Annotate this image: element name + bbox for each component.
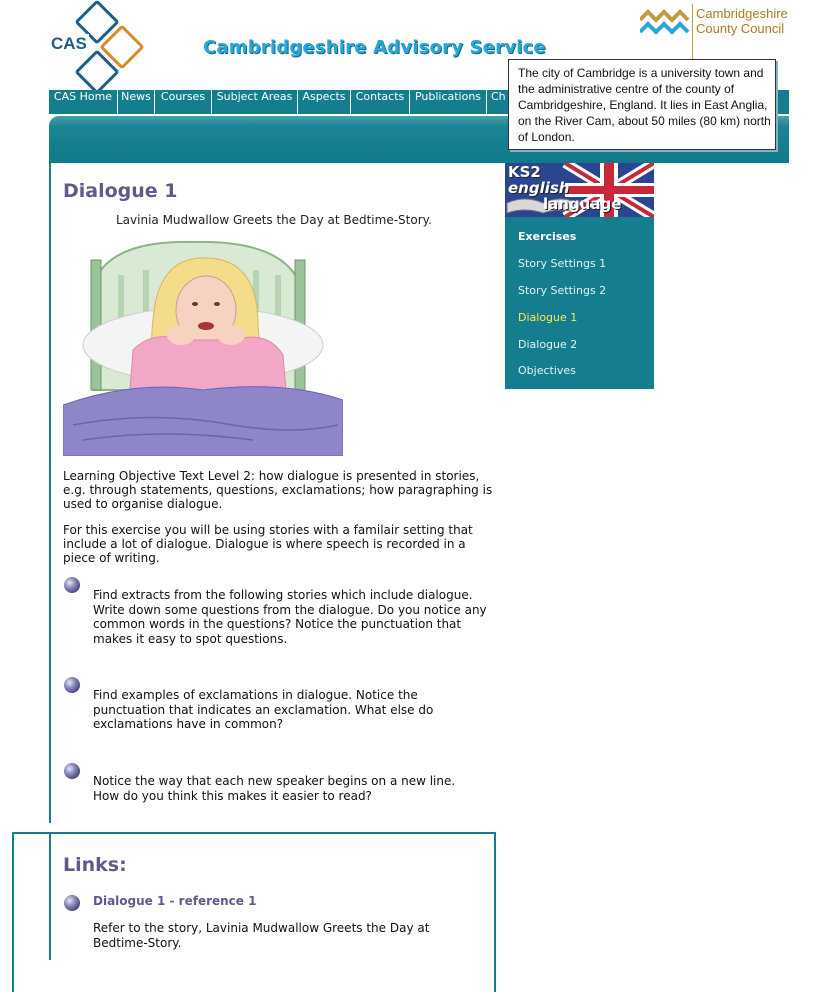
council-name [696,6,788,36]
links-title: Links: [63,854,127,876]
council-line-2: County Council [696,21,785,36]
bullet-icon [64,577,80,593]
nav-courses[interactable]: Courses [155,90,212,114]
task-1: Find extracts from the following stories which include dialogue. Write down some questions from the dialogue. Do you notice any common words in the questions? Notice the punctuation that makes it easy to spot questions. [93,588,487,646]
nav-ch[interactable]: Ch [491,90,506,103]
site-title: Cambridgeshire Advisory Service [203,37,546,58]
link-dialogue-1-reference[interactable]: Dialogue 1 - reference 1 [93,894,257,908]
task-3: Notice the way that each new speaker begins on a new line. How do you think this makes it easier to read? [93,774,456,803]
sidebar-item-dialogue-2[interactable]: Dialogue 2 [518,338,578,351]
badge-language: language [543,195,622,213]
task-2: Find examples of exclamations in dialogue. Notice the punctuation that indicates an exclamation. What else do exclamations have in common? [93,688,434,731]
tooltip: The city of Cambridge is a university town and the administrative centre of the county of Cambridgeshire, England. It lies in East Anglia, on the River Cam, about 50 miles (80 km) north of London. [508,59,776,150]
badge-ks2: KS2 [508,163,541,181]
intro-paragraph: For this exercise you will be using stories with a familair setting that include a lot of dialogue. Dialogue is where speech is recorded in a piece of writing. [63,523,473,565]
nav-subject-areas[interactable]: Subject Areas [212,90,298,114]
bullet-icon [64,763,80,779]
page-title: Dialogue 1 [63,180,178,202]
cas-logo[interactable] [46,0,146,90]
learning-objective: Learning Objective Text Level 2: how dialogue is presented in stories, e.g. through statements, questions, exclamations; how paragraphing is used to organise dialogue. [63,469,493,511]
nav-publications[interactable]: Publications [410,90,487,114]
logo-text: CAS [51,34,87,53]
badge-english: english [508,179,570,197]
nav-aspects[interactable]: Aspects [298,90,351,114]
sidebar-item-story-settings-2[interactable]: Story Settings 2 [518,284,607,297]
sidebar-heading: Exercises [518,230,577,243]
links-divider [49,834,51,960]
sidebar-item-story-settings-1[interactable]: Story Settings 1 [518,257,607,270]
link-description: Refer to the story, Lavinia Mudwallow Greets the Day at Bedtime-Story. [93,921,430,950]
ks2-english-badge[interactable] [505,163,654,217]
council-logo[interactable] [640,4,800,60]
sidebar-item-objectives[interactable]: Objectives [518,364,576,377]
council-divider [692,4,693,62]
council-line-1: Cambridgeshire [696,6,788,21]
nav-cas-home[interactable]: CAS Home [49,90,118,114]
sidebar [505,163,654,389]
council-waves-icon [640,8,690,38]
nav-contacts[interactable]: Contacts [351,90,410,114]
content-divider [49,163,51,823]
bullet-icon [64,895,80,911]
story-illustration [63,230,343,456]
nav-news[interactable]: News [118,90,155,114]
bullet-icon [64,677,80,693]
sidebar-item-dialogue-1[interactable]: Dialogue 1 [518,311,578,324]
image-caption: Lavinia Mudwallow Greets the Day at Bedtime-Story. [116,213,432,227]
